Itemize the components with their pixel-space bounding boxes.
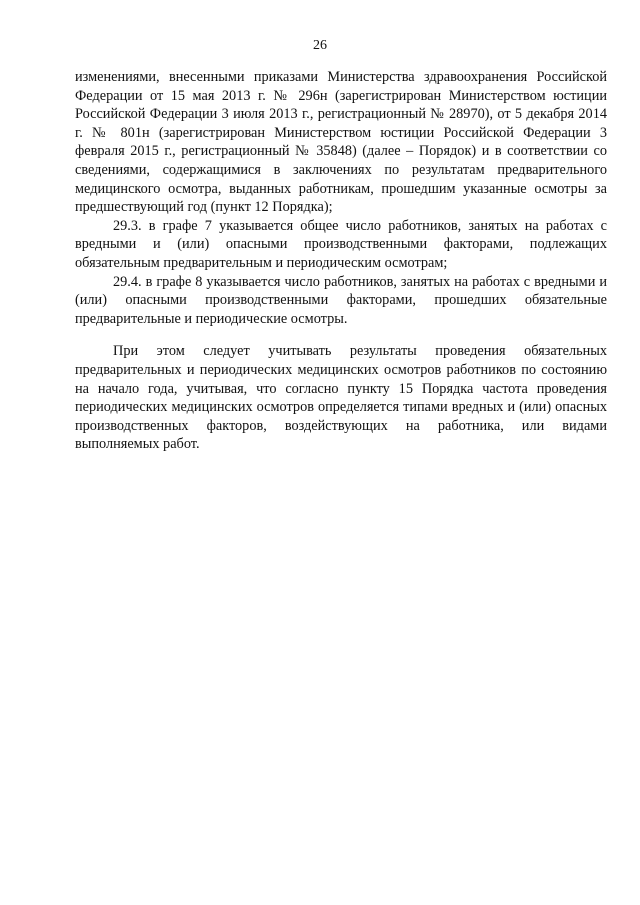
paragraph-29-4: 29.4. в графе 8 указывается число работников, занятых на работах с вредными и (или) опасными производственными факторами, прошедших обязательные предварительные и периодические осмотры.	[75, 273, 607, 327]
paragraph-note: При этом следует учитывать результаты проведения обязательных предварительных и периодических медицинских осмотров работников по состоянию на начало года, учитывая, что согласно пункту 15 Порядка частота проведения периодических медицинских осмотров определяется типами вредных и (или) опасных производственных факторов, воздействующих на работника, или видами выполняемых работ.	[75, 343, 607, 453]
paragraph-continuation: изменениями, внесенными приказами Министерства здравоохранения Российской Федерации от 15 мая 2013 г. № 296н (зарегистрирован Министерством юстиции Российской Федерации 3 июля 2013 г., регистрационный № 28970), от 5 декабря 2014 г. № 801н (зарегистрирован Министерством юстиции Российской Федерации 3 февраля 2015 г., регистрационный № 35848) (далее – Порядок) и в соответствии со сведениями, содержащимися в заключениях по результатам предварительного медицинского осмотра, выданных работникам, прошедшим указанные осмотры за предшествующий год (пункт 12 Порядка);	[75, 69, 607, 216]
page-number: 26	[313, 38, 327, 53]
paragraph-29-3: 29.3. в графе 7 указывается общее число работников, занятых на работах с вредными и (или) опасными производственными факторами, подлежащих обязательным предварительным и периодическим осмотрам;	[75, 217, 607, 271]
document-body	[75, 68, 607, 454]
